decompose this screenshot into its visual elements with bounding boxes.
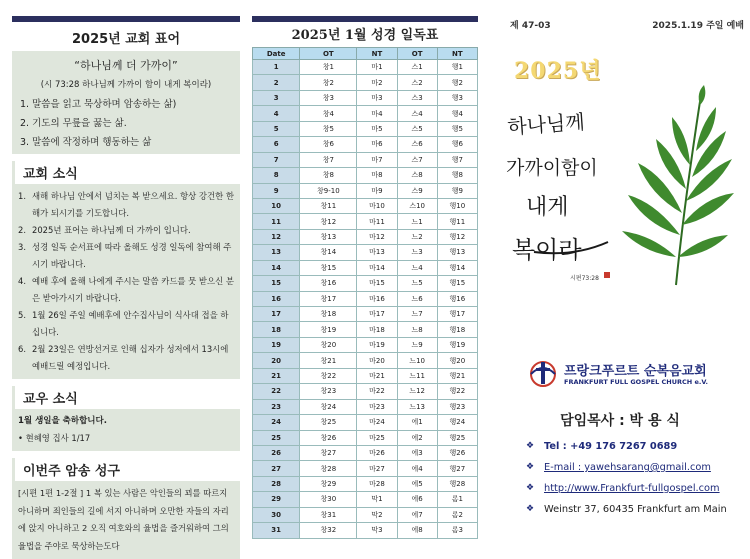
reading-cell: 창1 [300,60,357,75]
reading-cell: 마3 [357,90,397,105]
reading-cell: 행4 [437,106,477,121]
reading-cell: 창9-10 [300,183,357,198]
table-row [253,399,478,414]
table-row [253,507,478,522]
reading-cell: 마28 [357,476,397,491]
top-bar [12,16,240,22]
motto-item: 1. 말씀을 읽고 묵상하며 암송하는 삶) [20,99,177,110]
date-cell: 4 [253,106,300,121]
reading-cell: 느8 [397,322,437,337]
reading-cell: 행18 [437,322,477,337]
reading-cell: 행13 [437,245,477,260]
reading-cell: 마20 [357,353,397,368]
reading-cell: 에8 [397,523,437,538]
right-column [496,0,744,530]
reading-cell: 창4 [300,106,357,121]
reading-cell: 마4 [357,106,397,121]
diamond-bullet-icon: ❖ [526,483,535,493]
news-item: 2. 2025년 표어는 하나님께 더 가까이 입니다. [18,225,191,235]
memory-title: 이번주 암송 성구 [12,458,240,481]
table-row [253,445,478,460]
date-cell: 19 [253,337,300,352]
motto-box [12,51,240,154]
motto-item: 3. 말씀에 작정하며 행동하는 삶 [20,137,152,148]
reading-cell: 느3 [397,245,437,260]
middle-column [252,0,478,535]
date-cell: 31 [253,523,300,538]
reading-cell: 스2 [397,75,437,90]
reading-cell: 행16 [437,291,477,306]
reading-cell: 느5 [397,276,437,291]
reading-cell: 창19 [300,322,357,337]
service-date: 2025.1.19 주일 예배 [652,21,744,31]
calli-line: 복이라 [512,236,582,264]
church-name-en: FRANKFURT FULL GOSPEL CHURCH e.V. [564,378,709,386]
calli-line: 내게 [526,195,569,220]
reading-cell: 창13 [300,229,357,244]
date-cell: 29 [253,492,300,507]
reading-cell: 행9 [437,183,477,198]
reading-cell: 행14 [437,260,477,275]
pupil-item: • 현혜영 집사 1/17 [18,433,91,443]
reading-cell: 창14 [300,245,357,260]
date-cell: 11 [253,214,300,229]
table-row [253,337,478,352]
reading-cell: 창23 [300,384,357,399]
leaf-illustration [616,85,741,290]
reading-cell: 느10 [397,353,437,368]
table-row [253,492,478,507]
bulletin-header [496,18,744,31]
reading-cell: 롬2 [437,507,477,522]
contact-email[interactable]: ❖ E-mail : yawehsarang@gmail.com [526,457,727,478]
date-cell: 13 [253,245,300,260]
reading-cell: 행10 [437,198,477,213]
reading-cell: 창3 [300,90,357,105]
schedule-title: 2025년 1월 성경 일독표 [291,28,439,43]
church-name-kr: 프랑크푸르트 순복음교회 [564,364,707,379]
calligraphy-art [504,92,614,292]
reading-cell: 창15 [300,260,357,275]
reading-cell: 마11 [357,214,397,229]
pastor-name: 담임목사 : 박 용 식 [560,413,680,429]
table-row [253,214,478,229]
reading-cell: 느4 [397,260,437,275]
reading-cell: 창29 [300,476,357,491]
motto-list [18,96,234,148]
reading-cell: 마22 [357,384,397,399]
reading-cell: 에5 [397,476,437,491]
table-header [253,48,478,60]
date-cell: 25 [253,430,300,445]
reading-cell: 행21 [437,368,477,383]
reading-cell: 막3 [357,523,397,538]
reading-cell: 스1 [397,60,437,75]
reading-cell: 롬1 [437,492,477,507]
reading-cell: 행11 [437,214,477,229]
date-cell: 5 [253,121,300,136]
reading-cell: 에7 [397,507,437,522]
reading-cell: 창16 [300,276,357,291]
header-cell: NT [437,48,477,60]
news-item: 6. 2월 23일은 연방선거로 인해 십자가 성저에서 13시에 예배드릴 예정입니다. [18,344,229,371]
reading-cell: 에6 [397,492,437,507]
reading-cell: 마6 [357,137,397,152]
reading-cell: 느12 [397,384,437,399]
reading-cell: 스7 [397,152,437,167]
header-cell: NT [357,48,397,60]
reading-cell: 행6 [437,137,477,152]
reading-cell: 막2 [357,507,397,522]
table-row [253,291,478,306]
reading-cell: 행5 [437,121,477,136]
reading-cell: 행2 [437,75,477,90]
reading-cell: 마2 [357,75,397,90]
table-row [253,368,478,383]
date-cell: 14 [253,260,300,275]
motto-item: 2. 기도의 무릎을 꿇는 삶. [20,118,127,129]
reading-cell: 행12 [437,229,477,244]
reading-cell: 마10 [357,198,397,213]
date-cell: 7 [253,152,300,167]
motto-verse: (시 73:28 하나님께 가까이 함이 내게 복이라) [40,80,212,90]
table-row [253,260,478,275]
table-row [253,461,478,476]
header-cell: OT [397,48,437,60]
reading-cell: 행20 [437,353,477,368]
reading-cell: 마9 [357,183,397,198]
table-row [253,245,478,260]
date-cell: 12 [253,229,300,244]
reading-cell: 창28 [300,461,357,476]
date-cell: 23 [253,399,300,414]
reading-cell: 에3 [397,445,437,460]
date-cell: 3 [253,90,300,105]
table-row [253,168,478,183]
reading-cell: 창11 [300,198,357,213]
pupil-title: 교우 소식 [12,386,240,409]
reading-cell: 느13 [397,399,437,414]
table-row [253,229,478,244]
header-cell: Date [253,48,300,60]
reading-cell: 마13 [357,245,397,260]
table-row [253,476,478,491]
date-cell: 2 [253,75,300,90]
contact-web[interactable]: ❖ http://www.Frankfurt-fullgospel.com [526,478,727,499]
reading-cell: 롬3 [437,523,477,538]
reading-cell: 마14 [357,260,397,275]
reading-cell: 마25 [357,430,397,445]
reading-cell: 창21 [300,353,357,368]
reading-cell: 에1 [397,415,437,430]
reading-cell: 스3 [397,90,437,105]
diamond-bullet-icon: ❖ [526,462,535,472]
reading-cell: 행27 [437,461,477,476]
news-item: 5. 1월 26일 주일 예배후에 안수집사님이 식사대 접을 하십니다. [18,310,229,337]
table-row [253,121,478,136]
calli-line: 하나님께 [506,109,586,139]
date-cell: 8 [253,168,300,183]
date-cell: 15 [253,276,300,291]
reading-cell: 마16 [357,291,397,306]
date-cell: 17 [253,307,300,322]
reading-cell: 스5 [397,121,437,136]
reading-cell: 창12 [300,214,357,229]
reading-cell: 마27 [357,461,397,476]
contact-list [526,436,727,520]
reading-cell: 스10 [397,198,437,213]
date-cell: 9 [253,183,300,198]
date-cell: 18 [253,322,300,337]
reading-cell: 창30 [300,492,357,507]
reading-cell: 느9 [397,337,437,352]
reading-cell: 스8 [397,168,437,183]
reading-cell: 느2 [397,229,437,244]
table-row [253,384,478,399]
table-row [253,415,478,430]
news-box [12,184,240,379]
reading-cell: 창8 [300,168,357,183]
reading-cell: 행15 [437,276,477,291]
reading-cell: 창32 [300,523,357,538]
reading-cell: 창18 [300,307,357,322]
reading-cell: 행22 [437,384,477,399]
reading-cell: 느6 [397,291,437,306]
table-row [253,523,478,538]
table-row [253,137,478,152]
reading-cell: 창6 [300,137,357,152]
reading-cell: 마23 [357,399,397,414]
reading-cell: 마7 [357,152,397,167]
reading-cell: 창25 [300,415,357,430]
diamond-bullet-icon: ❖ [526,504,535,514]
reading-cell: 느7 [397,307,437,322]
pupil-head: 1월 생일을 축하합니다. [18,416,107,426]
table-row [253,430,478,445]
reading-cell: 마26 [357,445,397,460]
reading-cell: 스9 [397,183,437,198]
contact-tel: ❖ Tel : +49 176 7267 0689 [526,436,727,457]
reading-cell: 마8 [357,168,397,183]
reading-cell: 행17 [437,307,477,322]
news-item: 4. 예배 후에 올해 나에게 주시는 말씀 카드를 뭇 받으신 분은 받아가시기 바랍니다. [18,276,234,303]
table-row [253,276,478,291]
date-cell: 16 [253,291,300,306]
memory-text: [시편 1편 1-2절 ] 1 복 있는 사람은 악인들의 꾀를 따르지 아니하며 죄인들의 길에 서지 아니하며 오만한 자들의 자리에 앉지 아니하고 2 오직 여호와의 율법을 즐거워하여 그의 율법을 주야로 묵상하는도다 [12,481,240,559]
reading-cell: 느11 [397,368,437,383]
reading-table [252,47,478,539]
date-cell: 27 [253,461,300,476]
table-row [253,322,478,337]
reading-cell: 마18 [357,322,397,337]
reading-cell: 마17 [357,307,397,322]
reading-cell: 창31 [300,507,357,522]
pupil-box [12,409,240,451]
reading-cell: 마19 [357,337,397,352]
reading-cell: 창27 [300,445,357,460]
top-bar [252,16,478,22]
news-item: 1. 새해 하나님 안에서 넘치는 복 받으세요. 항상 강건한 한해가 되시기를 기도합니다. [18,191,234,218]
reading-cell: 행28 [437,476,477,491]
header-cell: OT [300,48,357,60]
diamond-bullet-icon: ❖ [526,441,535,451]
reading-cell: 행23 [437,399,477,414]
reading-cell: 창2 [300,75,357,90]
table-row [253,198,478,213]
reading-cell: 마12 [357,229,397,244]
reading-cell: 행25 [437,430,477,445]
reading-cell: 느1 [397,214,437,229]
table-row [253,353,478,368]
left-column [12,0,240,551]
reading-cell: 스6 [397,137,437,152]
motto-main: “하나님께 더 가까이” [74,59,178,72]
reading-cell: 막1 [357,492,397,507]
news-title: 교회 소식 [12,161,240,184]
table-row [253,307,478,322]
reading-cell: 행24 [437,415,477,430]
news-item: 3. 성경 일독 순서표에 따라 올해도 성경 일독에 참여해 주시기 바랍니다. [18,242,232,269]
issue-number: 제 47-03 [510,21,551,31]
reading-cell: 행1 [437,60,477,75]
year-art: 2025년 [514,58,602,84]
reading-cell: 창17 [300,291,357,306]
table-row [253,75,478,90]
date-cell: 20 [253,353,300,368]
table-row [253,106,478,121]
date-cell: 26 [253,445,300,460]
reading-cell: 마1 [357,60,397,75]
reading-cell: 행26 [437,445,477,460]
date-cell: 10 [253,198,300,213]
date-cell: 30 [253,507,300,522]
date-cell: 1 [253,60,300,75]
table-row [253,183,478,198]
reading-cell: 창20 [300,337,357,352]
reading-cell: 마24 [357,415,397,430]
reading-cell: 창26 [300,430,357,445]
contact-address: ❖ Weinstr 37, 60435 Frankfurt am Main [526,499,727,520]
reading-cell: 행19 [437,337,477,352]
table-row [253,60,478,75]
calli-line: 가까이함이 [506,157,598,179]
reading-cell: 행7 [437,152,477,167]
reading-cell: 마21 [357,368,397,383]
reading-cell: 창7 [300,152,357,167]
table-body [253,60,478,539]
table-row [253,90,478,105]
reading-cell: 창5 [300,121,357,136]
reading-cell: 창24 [300,399,357,414]
calli-sign: 시편73:28 [570,275,599,282]
reading-cell: 마5 [357,121,397,136]
reading-cell: 스4 [397,106,437,121]
church-logo-icon [526,358,560,388]
date-cell: 21 [253,368,300,383]
date-cell: 24 [253,415,300,430]
reading-cell: 행8 [437,168,477,183]
motto-title: 2025년 교회 표어 [71,32,181,47]
reading-cell: 행3 [437,90,477,105]
date-cell: 6 [253,137,300,152]
reading-cell: 창22 [300,368,357,383]
church-logo [526,358,736,388]
date-cell: 28 [253,476,300,491]
reading-cell: 에2 [397,430,437,445]
table-row [253,152,478,167]
reading-cell: 마15 [357,276,397,291]
reading-cell: 에4 [397,461,437,476]
date-cell: 22 [253,384,300,399]
